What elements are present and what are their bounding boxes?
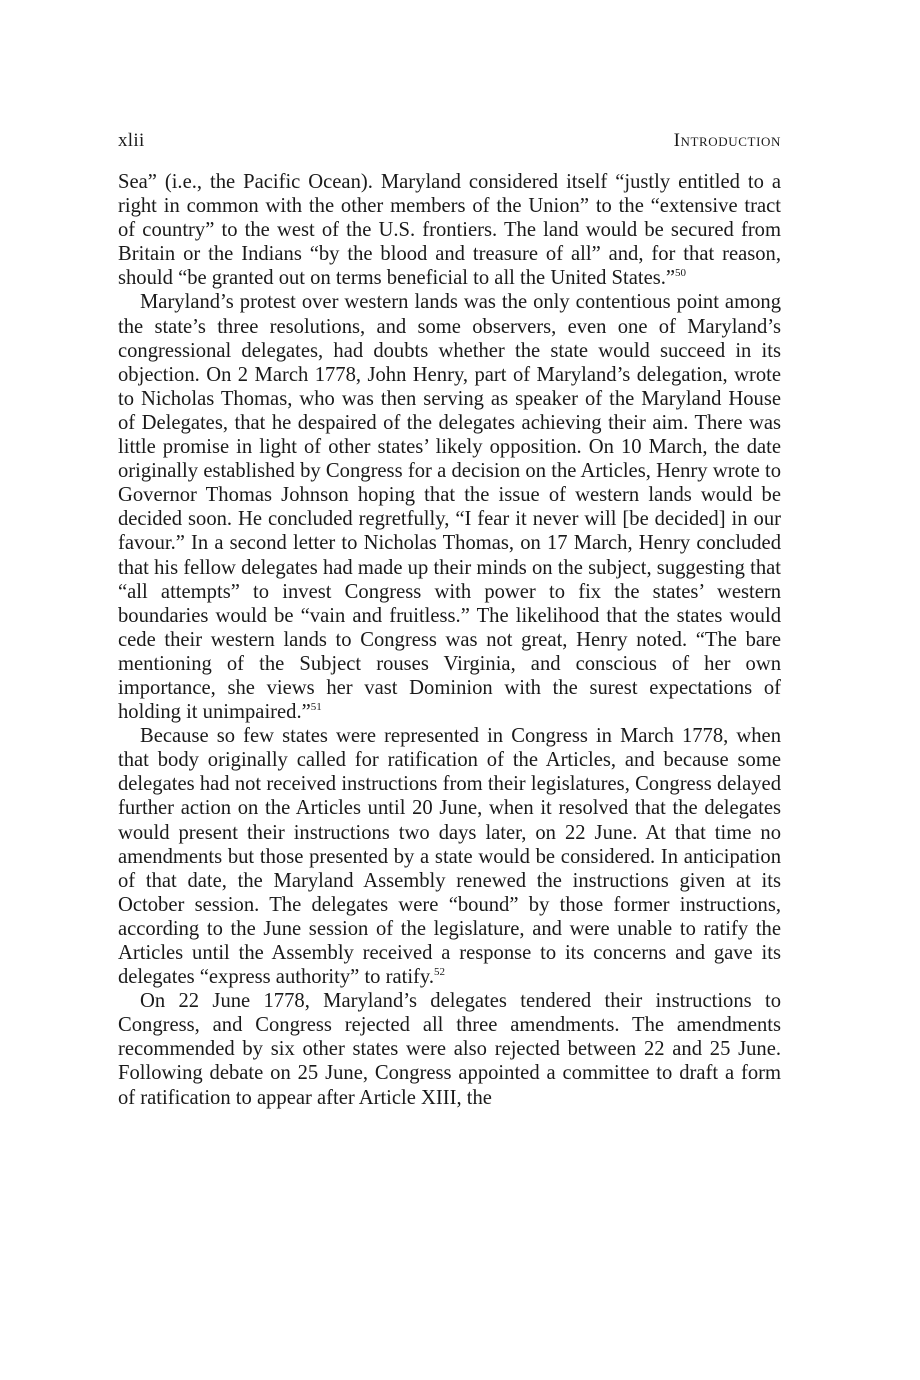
paragraph-3-text: Because so few states were represented in Congress in March 1778, when that body originally called for ratification of the Articles, and because some delegates had not received instructions from their legislatures, Congress delayed further action on the Articles until 20 June, when it resolved that the delegates would present their instructions two days later, on 22 June. At that time no amendments but those presented by a state would be considered. In anticipation of that date, the Maryland Assembly renewed the instructions given at its October session. The delegates were “bound” by those former instructions, according to the June session of the legislature, and were unable to ratify the Articles until the Assembly received a response to its concerns and gave its delegates “express authority” to ratify.	[118, 725, 781, 989]
paragraph-2-text: Maryland’s protest over western lands was the only contentious point among the state’s three resolutions, and some observers, even one of Maryland’s congressional delegates, had doubts whether the state would succeed in its objection. On 2 March 1778, John Henry, part of Maryland’s delegation, wrote to Nicholas Thomas, who was then serving as speaker of the Maryland House of Delegates, that he despaired of the delegates achieving their aim. There was little promise in light of other states’ likely opposition. On 10 March, the date originally established by Congress for a decision on the Articles, Henry wrote to Governor Thomas Johnson hoping that the issue of western lands would be decided soon. He concluded regretfully, “I fear it never will [be decided] in our favour.” In a second letter to Nicholas Thomas, on 17 March, Henry concluded that his fellow delegates had made up their minds on the subject, suggesting that “all attempts” to invest Congress with power to fix the states’ western boundaries would be “vain and fruitless.” The likelihood that the states would cede their western lands to Congress was not great, Henry noted. “The bare mentioning of the Subject rouses Virginia, and conscious of her own importance, she views her vast Dominion with the surest expectations of holding it unimpaired.”	[118, 291, 781, 724]
footnote-ref-52[interactable]: 52	[434, 966, 446, 979]
paragraph-1	[118, 170, 781, 290]
paragraph-1-text: Sea” (i.e., the Pacific Ocean). Maryland considered itself “justly entitled to a right in common with the other members of the Union” to the “extensive tract of country” to the west of the U.S. frontiers. The land would be secured from Britain or the Indians “by the blood and treasure of all” and, for that reason, should “be granted out on terms beneficial to all the United States.”	[118, 171, 781, 290]
paragraph-4-text: On 22 June 1778, Maryland’s delegates tendered their instructions to Congress, and Congress rejected all three amendments. The amendments recommended by six other states were also rejected between 22 and 25 June. Following debate on 25 June, Congress appointed a committee to draft a form of ratification to appear after Article XIII, the	[118, 990, 781, 1109]
book-page	[118, 126, 781, 1110]
page-number: xlii	[118, 130, 145, 151]
footnote-ref-50[interactable]: 50	[675, 267, 687, 280]
running-head	[118, 126, 781, 160]
section-title: Introduction	[673, 130, 781, 151]
paragraph-2	[118, 290, 781, 724]
paragraph-3	[118, 724, 781, 989]
footnote-ref-51[interactable]: 51	[310, 701, 322, 714]
body-text	[118, 170, 781, 1110]
paragraph-4	[118, 989, 781, 1109]
